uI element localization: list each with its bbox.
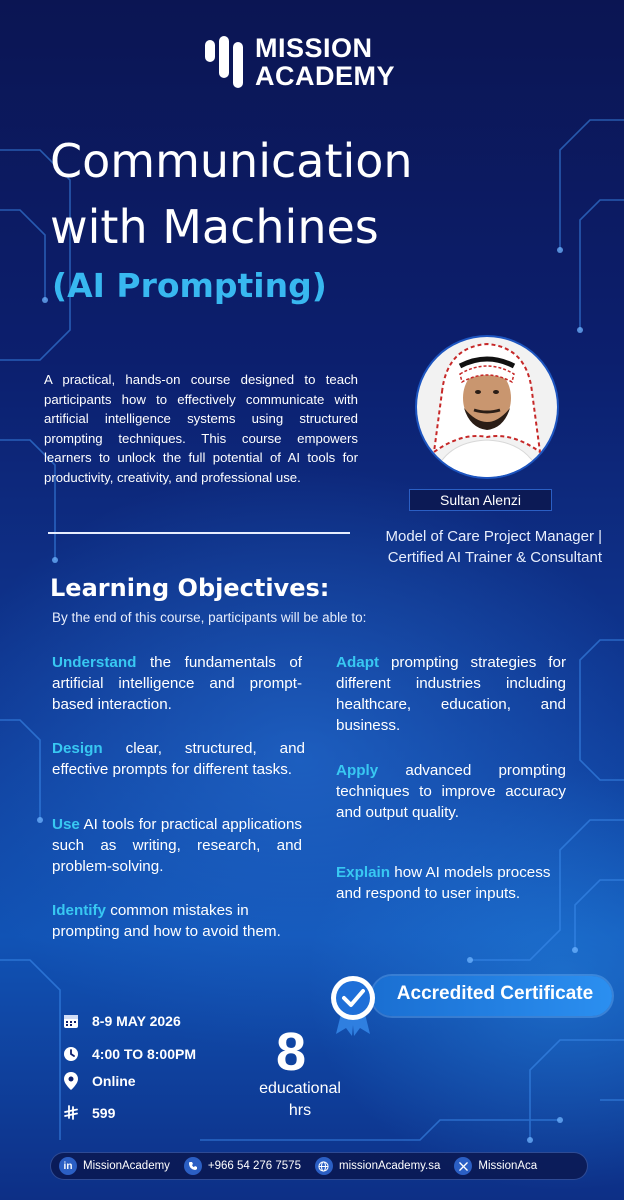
objective-text: the fundamentals of artificial intelligence and prompt-based interaction.: [52, 654, 302, 713]
contact-footer: [50, 1152, 588, 1180]
learning-objectives-heading: Learning Objectives:: [50, 574, 330, 602]
footer-x[interactable]: [454, 1157, 537, 1175]
objective-item: [52, 900, 302, 942]
riyal-currency-icon: [62, 1104, 80, 1122]
course-title-line2: with Machines: [50, 200, 379, 254]
trainer-title: Model of Care Project Manager | Certified AI Trainer & Consultant: [385, 528, 602, 566]
brand-name: [255, 34, 395, 90]
objective-item: [52, 652, 302, 715]
event-price: 599: [92, 1105, 116, 1121]
certificate-check-icon: [328, 974, 378, 1036]
detail-location: [62, 1072, 136, 1090]
section-divider: [48, 532, 350, 534]
detail-price: [62, 1104, 115, 1122]
footer-linkedin[interactable]: [59, 1157, 170, 1175]
course-description: A practical, hands-on course designed to teach participants how to effectively communicate with artificial intelligence systems using structured prompting techniques. This course empowers learners to unlock the full potential of AI tools for productivity, creativity, and professional use.: [44, 372, 358, 485]
objective-text: clear, structured, and effective prompts for different tasks.: [52, 740, 305, 778]
objective-text: common mistakes in prompting and how to avoid them.: [52, 902, 281, 940]
course-title: [50, 128, 550, 260]
objective-item: [52, 814, 302, 877]
certificate-label: Accredited Certificate: [396, 983, 594, 1004]
objective-keyword: Identify: [52, 902, 107, 919]
course-title-line1: Communication: [50, 134, 413, 188]
hours-number: 8: [275, 1022, 307, 1082]
objective-text: how AI models process and respond to user inputs.: [336, 864, 551, 902]
objective-keyword: Explain: [336, 864, 391, 881]
hours-label: [244, 1078, 356, 1122]
objective-keyword: Adapt: [336, 654, 380, 671]
x-handle: MissionAca: [478, 1160, 538, 1172]
objective-text: advanced prompting techniques to improve accuracy and output quality.: [336, 762, 566, 821]
objective-item: [336, 862, 568, 904]
objective-text: AI tools for practical applications such as writing, research, and problem-solving.: [52, 816, 302, 875]
footer-phone[interactable]: [184, 1157, 301, 1175]
course-subtitle: (AI Prompting): [52, 266, 327, 305]
objective-item: [336, 652, 566, 736]
calendar-icon: [62, 1012, 80, 1030]
trainer-name: Sultan Alenzi: [409, 489, 552, 511]
linkedin-icon: in: [59, 1157, 77, 1175]
trainer-photo: [412, 332, 562, 482]
event-time: 4:00 TO 8:00PM: [92, 1046, 197, 1062]
objective-text: prompting strategies for different industries including healthcare, education, and business.: [336, 654, 566, 734]
learning-objectives-intro: By the end of this course, participants will be able to:: [52, 610, 367, 625]
brand-name-line2: ACADEMY: [255, 61, 396, 91]
objective-keyword: Design: [52, 740, 103, 757]
x-twitter-icon: [454, 1157, 472, 1175]
hours-label-line2: hrs: [288, 1102, 312, 1119]
mission-logo-icon: [205, 36, 245, 88]
detail-date: [62, 1012, 181, 1030]
event-date: 8-9 MAY 2026: [92, 1013, 181, 1029]
objective-item: [52, 738, 305, 780]
location-pin-icon: [62, 1072, 80, 1090]
phone-number: +966 54 276 7575: [207, 1160, 301, 1172]
hours-label-line1: educational: [259, 1080, 341, 1097]
objective-keyword: Understand: [52, 654, 137, 671]
brand-logo: [205, 34, 395, 90]
event-location: Online: [92, 1073, 136, 1089]
clock-icon: [62, 1045, 80, 1063]
brand-name-line1: MISSION: [255, 33, 373, 63]
objective-keyword: Use: [52, 816, 80, 833]
linkedin-handle: MissionAcademy: [83, 1160, 170, 1172]
whatsapp-icon: [184, 1157, 202, 1175]
objective-keyword: Apply: [336, 762, 379, 779]
globe-icon: [315, 1157, 333, 1175]
detail-time: [62, 1045, 196, 1063]
website-url: missionAcademy.sa: [338, 1160, 441, 1172]
objective-item: [336, 760, 566, 823]
footer-website[interactable]: [315, 1157, 440, 1175]
